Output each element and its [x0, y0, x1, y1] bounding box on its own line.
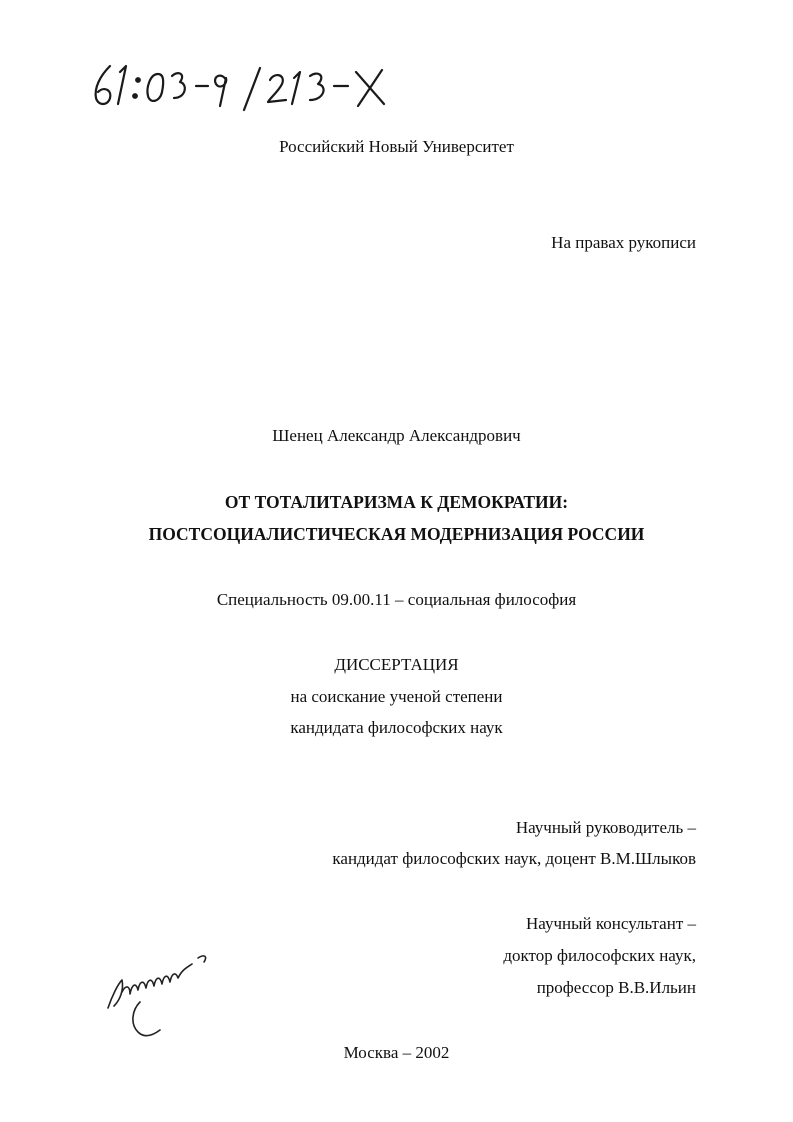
institution-name: Российский Новый Университет	[279, 137, 514, 156]
author-name: Шенец Александр Александрович	[272, 426, 521, 445]
handwritten-signature	[100, 950, 220, 1045]
title-line-1: ОТ ТОТАЛИТАРИЗМА К ДЕМОКРАТИИ:	[224, 492, 569, 512]
manuscript-rights-note: На правах рукописи	[551, 233, 696, 252]
work-type-field-line: кандидата философских наук	[290, 718, 503, 737]
consultant-degree: доктор философских наук,	[503, 946, 696, 965]
work-type-label: ДИССЕРТАЦИЯ	[334, 655, 459, 674]
work-type-degree-line: на соискание ученой степени	[290, 687, 503, 706]
handwritten-archive-code	[88, 58, 398, 118]
supervisor-role: Научный руководитель –	[515, 818, 696, 837]
specialty: Специальность 09.00.11 – социальная философия	[216, 590, 577, 609]
supervisor-details: кандидат философских наук, доцент В.М.Шлыков	[332, 849, 696, 868]
consultant-role: Научный консультант –	[526, 914, 696, 933]
place-and-year: Москва – 2002	[343, 1043, 450, 1062]
consultant-name: профессор В.В.Ильин	[536, 978, 696, 997]
title-line-2: ПОСТСОЦИАЛИСТИЧЕСКАЯ МОДЕРНИЗАЦИЯ РОССИИ	[148, 524, 645, 544]
